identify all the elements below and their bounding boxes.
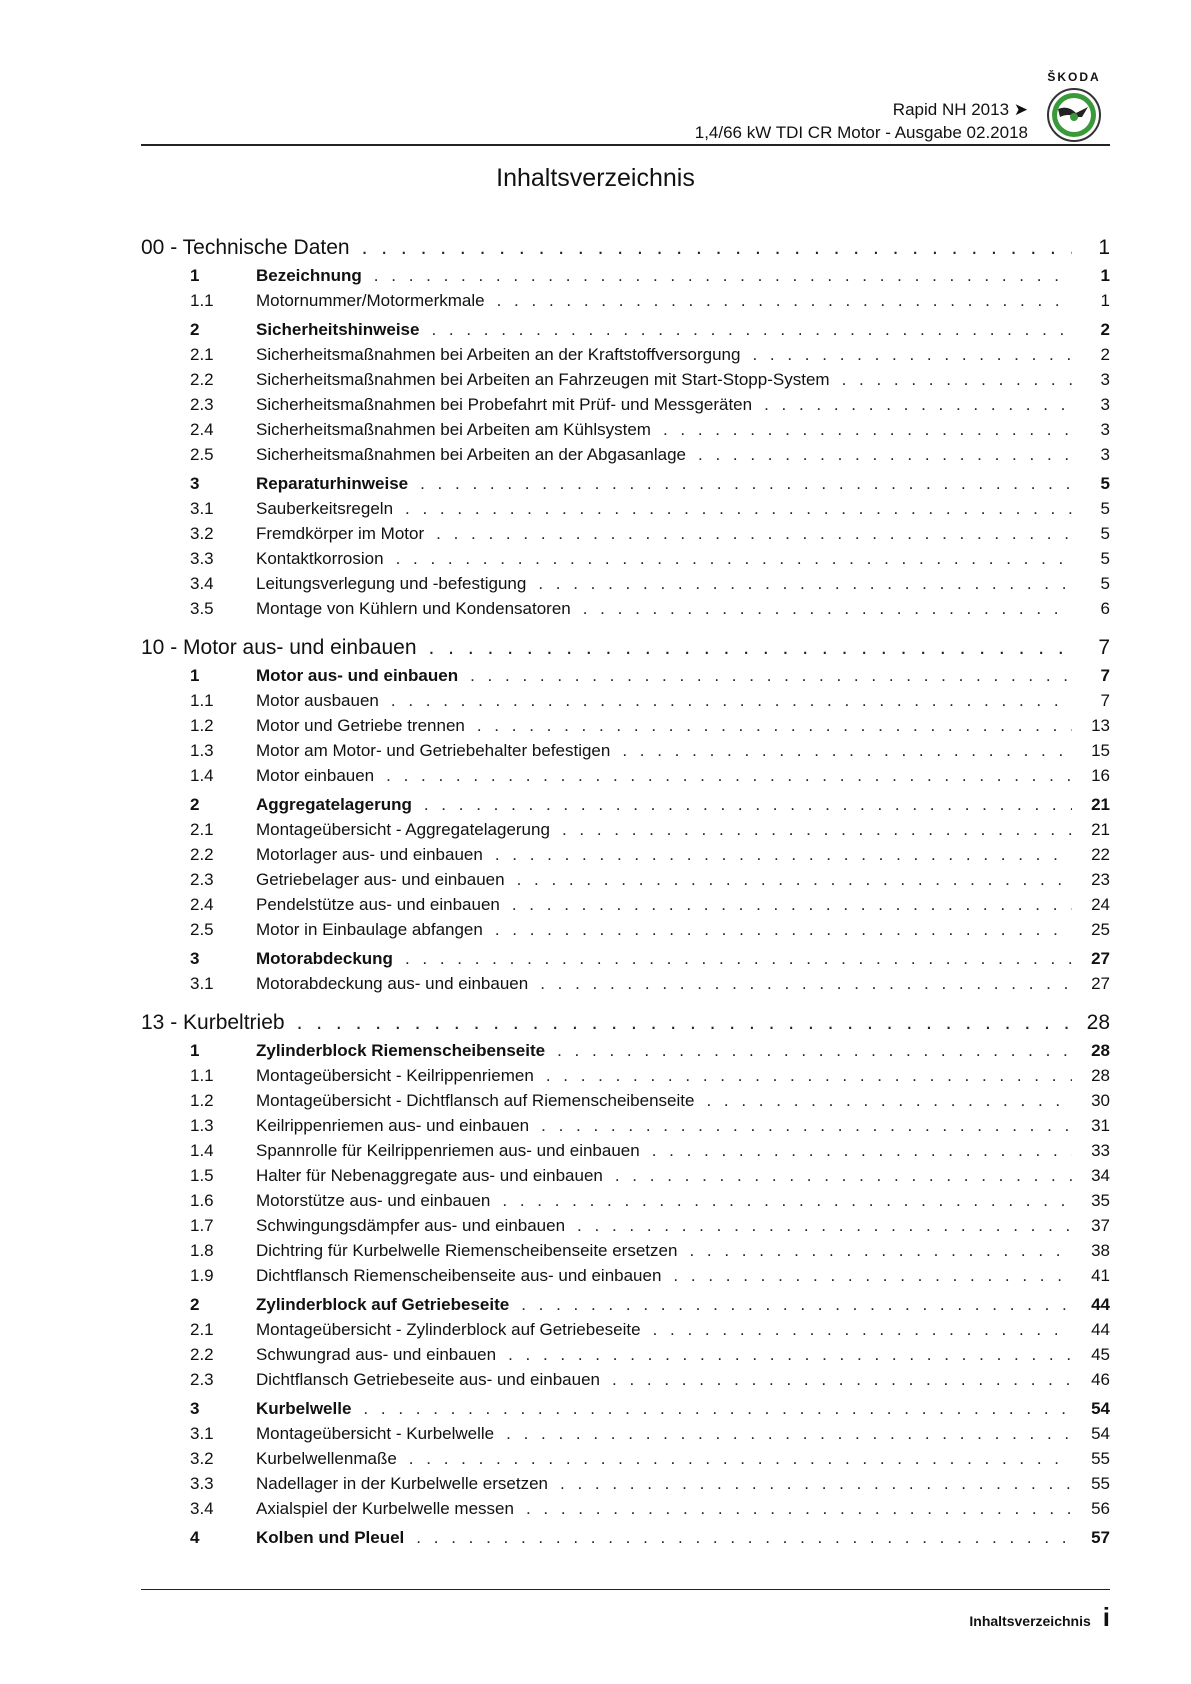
toc-page-number: 56 bbox=[1091, 1499, 1110, 1518]
toc-number: 2.4 bbox=[190, 895, 214, 914]
toc-title: Getriebelager aus- und einbauen bbox=[256, 870, 505, 889]
dot-leader bbox=[512, 892, 1072, 917]
toc-number: 2.1 bbox=[190, 1320, 214, 1339]
toc-page-number: 31 bbox=[1091, 1116, 1110, 1135]
toc-subsection[interactable] bbox=[141, 496, 1110, 521]
toc-page-number: 44 bbox=[1091, 1295, 1110, 1314]
dot-leader bbox=[517, 867, 1072, 892]
toc-page-number: 1 bbox=[1100, 266, 1110, 285]
footer-label: Inhaltsverzeichnis bbox=[969, 1613, 1091, 1629]
toc-page-number: 34 bbox=[1091, 1166, 1110, 1185]
toc-title: Kontaktkorrosion bbox=[256, 549, 384, 568]
toc-subsection[interactable] bbox=[141, 1063, 1110, 1088]
toc-subsection[interactable] bbox=[141, 1238, 1110, 1263]
toc-subsection[interactable] bbox=[141, 817, 1110, 842]
toc-number: 4 bbox=[190, 1528, 200, 1547]
toc-page-number: 7 bbox=[1098, 636, 1110, 659]
toc-number: 1 bbox=[190, 1041, 200, 1060]
toc-page-number: 28 bbox=[1091, 1066, 1110, 1085]
dot-leader bbox=[508, 1342, 1072, 1367]
toc-title: Bezeichnung bbox=[256, 266, 362, 285]
toc-number: 3.1 bbox=[190, 499, 214, 518]
toc-page-number: 27 bbox=[1091, 974, 1110, 993]
toc-page-number: 55 bbox=[1091, 1474, 1110, 1493]
toc-title: Fremdkörper im Motor bbox=[256, 524, 425, 543]
toc-title: Dichtring für Kurbelwelle Riemenscheibenseite ersetzen bbox=[256, 1241, 678, 1260]
toc-subsection[interactable] bbox=[141, 367, 1110, 392]
toc-subsection[interactable] bbox=[141, 1342, 1110, 1367]
toc-subsection[interactable] bbox=[141, 442, 1110, 467]
dot-leader bbox=[495, 842, 1072, 867]
toc-page-number: 5 bbox=[1100, 524, 1110, 543]
dot-leader bbox=[497, 288, 1072, 313]
dot-leader bbox=[653, 1317, 1072, 1342]
toc-section[interactable] bbox=[141, 1292, 1110, 1317]
header-text bbox=[695, 98, 1028, 144]
toc-subsection[interactable] bbox=[141, 288, 1110, 313]
toc-number: 1.4 bbox=[190, 1141, 214, 1160]
toc-section[interactable] bbox=[141, 1525, 1110, 1550]
dot-leader bbox=[615, 1163, 1072, 1188]
dot-leader bbox=[502, 1188, 1072, 1213]
toc-number: 3.1 bbox=[190, 1424, 214, 1443]
toc-subsection[interactable] bbox=[141, 1088, 1110, 1113]
toc-page-number: 37 bbox=[1091, 1216, 1110, 1235]
toc-title: Sicherheitsmaßnahmen bei Arbeiten am Kühlsystem bbox=[256, 420, 651, 439]
toc-page-number: 35 bbox=[1091, 1191, 1110, 1210]
dot-leader bbox=[431, 317, 1072, 342]
toc-subsection[interactable] bbox=[141, 1421, 1110, 1446]
toc-page-number: 1 bbox=[1098, 236, 1110, 259]
toc-section[interactable] bbox=[141, 1038, 1110, 1063]
dot-leader bbox=[405, 496, 1072, 521]
toc-subsection[interactable] bbox=[141, 688, 1110, 713]
dot-leader bbox=[391, 688, 1072, 713]
dot-leader bbox=[429, 632, 1072, 663]
toc-number: 1.2 bbox=[190, 716, 214, 735]
toc-page-number: 25 bbox=[1091, 920, 1110, 939]
toc-subsection[interactable] bbox=[141, 1263, 1110, 1288]
toc-section[interactable] bbox=[141, 792, 1110, 817]
toc-number: 3.5 bbox=[190, 599, 214, 618]
toc-number: 2.1 bbox=[190, 345, 214, 364]
dot-leader bbox=[538, 571, 1072, 596]
dot-leader bbox=[652, 1138, 1072, 1163]
toc-title: 10 - Motor aus- und einbauen bbox=[141, 636, 417, 659]
toc-number: 3.2 bbox=[190, 1449, 214, 1468]
dot-leader bbox=[842, 367, 1072, 392]
toc-page-number: 3 bbox=[1100, 420, 1110, 439]
toc-subsection[interactable] bbox=[141, 738, 1110, 763]
dot-leader bbox=[420, 471, 1072, 496]
toc-number: 1.5 bbox=[190, 1166, 214, 1185]
toc-title: Motor aus- und einbauen bbox=[256, 666, 459, 685]
toc-page-number: 28 bbox=[1091, 1041, 1110, 1060]
toc-title: Aggregatelagerung bbox=[256, 795, 412, 814]
toc-section[interactable] bbox=[141, 471, 1110, 496]
toc-title: Motor und Getriebe trennen bbox=[256, 716, 465, 735]
toc-title: Axialspiel der Kurbelwelle messen bbox=[256, 1499, 514, 1518]
toc-number: 1.8 bbox=[190, 1241, 214, 1260]
page-header bbox=[141, 70, 1110, 146]
toc-page-number: 3 bbox=[1100, 395, 1110, 414]
dot-leader bbox=[689, 1238, 1072, 1263]
toc-page-number: 41 bbox=[1091, 1266, 1110, 1285]
toc-page-number: 7 bbox=[1100, 691, 1110, 710]
toc-title: Motor einbauen bbox=[256, 766, 375, 785]
toc-page-number: 6 bbox=[1100, 599, 1110, 618]
toc-title: Zylinderblock auf Getriebeseite bbox=[256, 1295, 510, 1314]
toc-page-number: 44 bbox=[1091, 1320, 1110, 1339]
dot-leader bbox=[374, 263, 1072, 288]
brand-name: ŠKODA bbox=[1047, 70, 1101, 84]
toc-subsection[interactable] bbox=[141, 917, 1110, 942]
toc-number: 2.5 bbox=[190, 445, 214, 464]
toc-title: Montageübersicht - Dichtflansch auf Riemenscheibenseite bbox=[256, 1091, 695, 1110]
dot-leader bbox=[764, 392, 1072, 417]
toc-number: 1.1 bbox=[190, 691, 214, 710]
dot-leader bbox=[546, 1063, 1072, 1088]
toc-number: 2.3 bbox=[190, 1370, 214, 1389]
toc-title: Montageübersicht - Kurbelwelle bbox=[256, 1424, 495, 1443]
toc-title: Motorstütze aus- und einbauen bbox=[256, 1191, 491, 1210]
dot-leader bbox=[386, 763, 1072, 788]
toc-page-number: 57 bbox=[1091, 1528, 1110, 1547]
toc-number: 1.7 bbox=[190, 1216, 214, 1235]
toc-page-number: 13 bbox=[1091, 716, 1110, 735]
toc-number: 1.3 bbox=[190, 1116, 214, 1135]
header-subtitle: 1,4/66 kW TDI CR Motor - Ausgabe 02.2018 bbox=[694, 123, 1028, 142]
toc-subsection[interactable] bbox=[141, 417, 1110, 442]
toc-page-number: 54 bbox=[1091, 1424, 1110, 1443]
toc-title: Kurbelwelle bbox=[256, 1399, 352, 1418]
dot-leader bbox=[424, 792, 1072, 817]
toc-title: Sicherheitsmaßnahmen bei Probefahrt mit Prüf- und Messgeräten bbox=[256, 395, 753, 414]
toc-title: Motor am Motor- und Getriebehalter befestigen bbox=[256, 741, 611, 760]
toc-subsection[interactable] bbox=[141, 1213, 1110, 1238]
toc-page-number: 24 bbox=[1091, 895, 1110, 914]
dot-leader bbox=[362, 232, 1072, 263]
toc-number: 1.3 bbox=[190, 741, 214, 760]
toc-subsection[interactable] bbox=[141, 1188, 1110, 1213]
dot-leader bbox=[706, 1088, 1072, 1113]
toc-section[interactable] bbox=[141, 946, 1110, 971]
toc-number: 2 bbox=[190, 795, 200, 814]
toc-number: 2 bbox=[190, 320, 200, 339]
toc-section[interactable] bbox=[141, 317, 1110, 342]
toc-section[interactable] bbox=[141, 263, 1110, 288]
toc-number: 2.2 bbox=[190, 1345, 214, 1364]
toc-page-number: 22 bbox=[1091, 845, 1110, 864]
dot-leader bbox=[612, 1367, 1072, 1392]
toc-page-number: 28 bbox=[1086, 1011, 1110, 1034]
toc-page-number: 27 bbox=[1091, 949, 1110, 968]
toc-page-number: 15 bbox=[1091, 741, 1110, 760]
toc-title: Motorlager aus- und einbauen bbox=[256, 845, 483, 864]
dot-leader bbox=[752, 342, 1072, 367]
dot-leader bbox=[541, 1113, 1072, 1138]
toc-number: 3 bbox=[190, 474, 200, 493]
dot-leader bbox=[562, 817, 1072, 842]
dot-leader bbox=[396, 546, 1072, 571]
toc-title: 00 - Technische Daten bbox=[141, 236, 350, 259]
dot-leader bbox=[405, 946, 1072, 971]
toc-subsection[interactable] bbox=[141, 342, 1110, 367]
toc-title: Pendelstütze aus- und einbauen bbox=[256, 895, 500, 914]
toc-page-number: 7 bbox=[1100, 666, 1110, 685]
toc-title: Spannrolle für Keilrippenriemen aus- und einbauen bbox=[256, 1141, 640, 1160]
toc-page-number: 30 bbox=[1091, 1091, 1110, 1110]
toc-subsection[interactable] bbox=[141, 1367, 1110, 1392]
toc-title: Reparaturhinweise bbox=[256, 474, 409, 493]
toc-number: 3.3 bbox=[190, 1474, 214, 1493]
toc-subsection[interactable] bbox=[141, 1471, 1110, 1496]
toc-page-number: 46 bbox=[1091, 1370, 1110, 1389]
toc-title: Halter für Nebenaggregate aus- und einbauen bbox=[256, 1166, 603, 1185]
toc-page-number: 38 bbox=[1091, 1241, 1110, 1260]
toc-title: Zylinderblock Riemenscheibenseite bbox=[256, 1041, 546, 1060]
toc-number: 1 bbox=[190, 666, 200, 685]
dot-leader bbox=[477, 713, 1072, 738]
page-footer bbox=[969, 1602, 1110, 1633]
dot-leader bbox=[698, 442, 1072, 467]
toc-page-number: 23 bbox=[1091, 870, 1110, 889]
toc-page-number: 16 bbox=[1091, 766, 1110, 785]
dot-leader bbox=[673, 1263, 1072, 1288]
toc-page-number: 54 bbox=[1091, 1399, 1110, 1418]
toc-page-number: 1 bbox=[1100, 291, 1110, 310]
toc-title: Leitungsverlegung und -befestigung bbox=[256, 574, 527, 593]
toc-subsection[interactable] bbox=[141, 892, 1110, 917]
toc-page-number: 5 bbox=[1100, 574, 1110, 593]
toc-number: 2.1 bbox=[190, 820, 214, 839]
toc-number: 1 bbox=[190, 266, 200, 285]
header-rule bbox=[141, 144, 1110, 146]
dot-leader bbox=[526, 1496, 1072, 1521]
toc-subsection[interactable] bbox=[141, 1317, 1110, 1342]
toc-subsection[interactable] bbox=[141, 1138, 1110, 1163]
dot-leader bbox=[521, 1292, 1072, 1317]
toc-subsection[interactable] bbox=[141, 1496, 1110, 1521]
toc-number: 2.4 bbox=[190, 420, 214, 439]
brand-block bbox=[1038, 70, 1110, 143]
toc-section[interactable] bbox=[141, 1396, 1110, 1421]
toc-subsection[interactable] bbox=[141, 1113, 1110, 1138]
dot-leader bbox=[583, 596, 1072, 621]
dot-leader bbox=[622, 738, 1072, 763]
toc-title: Montage von Kühlern und Kondensatoren bbox=[256, 599, 571, 618]
toc-title: Kurbelwellenmaße bbox=[256, 1449, 397, 1468]
toc-number: 1.1 bbox=[190, 291, 214, 310]
toc-title: Montageübersicht - Zylinderblock auf Getriebeseite bbox=[256, 1320, 641, 1339]
toc-subsection[interactable] bbox=[141, 596, 1110, 621]
footer-rule bbox=[141, 1589, 1110, 1590]
toc-title: Motorabdeckung aus- und einbauen bbox=[256, 974, 529, 993]
toc-number: 3 bbox=[190, 949, 200, 968]
dot-leader bbox=[409, 1446, 1072, 1471]
toc-title: Sauberkeitsregeln bbox=[256, 499, 394, 518]
toc-number: 3 bbox=[190, 1399, 200, 1418]
toc-number: 1.9 bbox=[190, 1266, 214, 1285]
toc-title: Sicherheitsmaßnahmen bei Arbeiten an der Abgasanlage bbox=[256, 445, 687, 464]
toc-subsection[interactable] bbox=[141, 971, 1110, 996]
toc-number: 2.3 bbox=[190, 870, 214, 889]
toc-number: 1.2 bbox=[190, 1091, 214, 1110]
toc-section[interactable] bbox=[141, 663, 1110, 688]
dot-leader bbox=[470, 663, 1072, 688]
toc-page-number: 21 bbox=[1091, 820, 1110, 839]
toc-page-number: 55 bbox=[1091, 1449, 1110, 1468]
dot-leader bbox=[495, 917, 1072, 942]
dot-leader bbox=[506, 1421, 1072, 1446]
toc-number: 1.6 bbox=[190, 1191, 214, 1210]
toc-title: Schwingungsdämpfer aus- und einbauen bbox=[256, 1216, 566, 1235]
toc-subsection[interactable] bbox=[141, 1163, 1110, 1188]
dot-leader bbox=[416, 1525, 1072, 1550]
toc-number: 1.1 bbox=[190, 1066, 214, 1085]
dot-leader bbox=[436, 521, 1072, 546]
toc-chapter[interactable] bbox=[141, 1007, 1110, 1038]
toc-page-number: 2 bbox=[1100, 320, 1110, 339]
toc-page-number: 33 bbox=[1091, 1141, 1110, 1160]
toc-page-number: 3 bbox=[1100, 370, 1110, 389]
dot-leader bbox=[557, 1038, 1072, 1063]
toc-number: 2.5 bbox=[190, 920, 214, 939]
toc-title: 13 - Kurbeltrieb bbox=[141, 1011, 285, 1034]
toc-number: 3.4 bbox=[190, 574, 214, 593]
dot-leader bbox=[663, 417, 1072, 442]
toc-number: 2.2 bbox=[190, 845, 214, 864]
toc-number: 3.4 bbox=[190, 1499, 214, 1518]
toc-page-number: 5 bbox=[1100, 474, 1110, 493]
toc-subsection[interactable] bbox=[141, 713, 1110, 738]
toc-title: Dichtflansch Riemenscheibenseite aus- und einbauen bbox=[256, 1266, 662, 1285]
toc-title: Montageübersicht - Aggregatelagerung bbox=[256, 820, 550, 839]
toc-chapter[interactable] bbox=[141, 232, 1110, 263]
toc-title: Sicherheitshinweise bbox=[256, 320, 420, 339]
toc-page-number: 21 bbox=[1091, 795, 1110, 814]
toc-title: Motor ausbauen bbox=[256, 691, 379, 710]
toc-number: 2 bbox=[190, 1295, 200, 1314]
toc-title: Motor in Einbaulage abfangen bbox=[256, 920, 483, 939]
toc-number: 2.3 bbox=[190, 395, 214, 414]
dot-leader bbox=[560, 1471, 1072, 1496]
toc-subsection[interactable] bbox=[141, 867, 1110, 892]
toc-number: 3.1 bbox=[190, 974, 214, 993]
toc-number: 1.4 bbox=[190, 766, 214, 785]
toc-title: Motornummer/Motormerkmale bbox=[256, 291, 485, 310]
toc-number: 3.2 bbox=[190, 524, 214, 543]
toc-title: Dichtflansch Getriebeseite aus- und einbauen bbox=[256, 1370, 600, 1389]
toc-title: Nadellager in der Kurbelwelle ersetzen bbox=[256, 1474, 548, 1493]
toc-subsection[interactable] bbox=[141, 521, 1110, 546]
toc-subsection[interactable] bbox=[141, 571, 1110, 596]
toc-page-number: 5 bbox=[1100, 549, 1110, 568]
toc-subsection[interactable] bbox=[141, 392, 1110, 417]
skoda-logo-icon bbox=[1046, 87, 1102, 143]
toc-title: Kolben und Pleuel bbox=[256, 1528, 405, 1547]
toc-number: 2.2 bbox=[190, 370, 214, 389]
toc-title: Schwungrad aus- und einbauen bbox=[256, 1345, 497, 1364]
toc-subsection[interactable] bbox=[141, 763, 1110, 788]
dot-leader bbox=[297, 1007, 1072, 1038]
toc-chapter[interactable] bbox=[141, 632, 1110, 663]
toc-subsection[interactable] bbox=[141, 1446, 1110, 1471]
table-of-contents bbox=[141, 232, 1110, 1550]
toc-page-number: 5 bbox=[1100, 499, 1110, 518]
toc-number: 3.3 bbox=[190, 549, 214, 568]
toc-title: Montageübersicht - Keilrippenriemen bbox=[256, 1066, 534, 1085]
toc-page-number: 2 bbox=[1100, 345, 1110, 364]
toc-title: Motorabdeckung bbox=[256, 949, 393, 968]
dot-leader bbox=[540, 971, 1072, 996]
header-model: Rapid NH 2013 ➤ bbox=[892, 100, 1028, 119]
toc-subsection[interactable] bbox=[141, 842, 1110, 867]
toc-subsection[interactable] bbox=[141, 546, 1110, 571]
toc-page-number: 3 bbox=[1100, 445, 1110, 464]
toc-title: Sicherheitsmaßnahmen bei Arbeiten an der Kraftstoffversorgung bbox=[256, 345, 741, 364]
dot-leader bbox=[577, 1213, 1072, 1238]
footer-page-number: i bbox=[1102, 1602, 1110, 1632]
toc-title: Sicherheitsmaßnahmen bei Arbeiten an Fahrzeugen mit Start-Stopp-System bbox=[256, 370, 830, 389]
toc-page-number: 45 bbox=[1091, 1345, 1110, 1364]
page-title: Inhaltsverzeichnis bbox=[496, 164, 695, 192]
dot-leader bbox=[363, 1396, 1072, 1421]
toc-title: Keilrippenriemen aus- und einbauen bbox=[256, 1116, 530, 1135]
